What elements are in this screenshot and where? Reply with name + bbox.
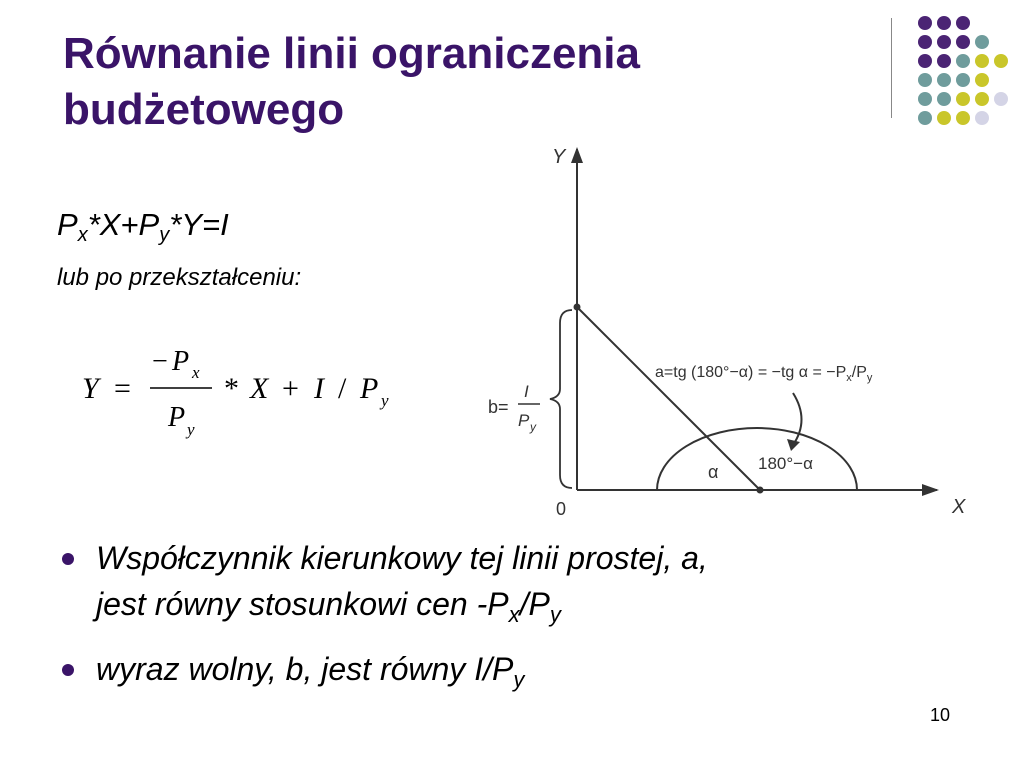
eq-equals: = (114, 372, 131, 405)
eq-x: X (250, 372, 269, 405)
b-denominator: P (518, 411, 530, 430)
slide-title (63, 26, 863, 138)
intercept-brace (550, 310, 572, 488)
formula-subscript: y (159, 224, 170, 246)
dot (918, 111, 932, 125)
dot (918, 35, 932, 49)
eq-i: I (314, 372, 324, 405)
page-number: 10 (930, 705, 951, 725)
bullet-subscript: y (513, 667, 525, 692)
supplementary-angle-label: 180°−α (758, 454, 813, 473)
dot (918, 16, 932, 30)
bullet-subscript: x (508, 602, 520, 627)
title-line-1: Równanie linii ograniczenia (63, 29, 640, 78)
eq-denominator-sub: y (187, 420, 195, 439)
eq-p-sub: y (381, 391, 389, 410)
dot (975, 92, 989, 106)
bullet-text: Współczynnik kierunkowy tej linii prostej, a, (96, 540, 708, 576)
angle-arc (657, 428, 857, 490)
title-line-2: budżetowego (63, 85, 345, 134)
slope-label-sub: x (846, 372, 852, 384)
eq-numerator-p: P (172, 346, 190, 377)
transformed-equation (80, 340, 420, 450)
dot (956, 111, 970, 125)
slope-label-sub: y (866, 372, 873, 384)
bullet-item-slope (60, 535, 960, 638)
dot (956, 16, 970, 30)
slope-label (655, 364, 873, 384)
eq-star: * (224, 372, 239, 405)
eq-numerator-sub: x (192, 363, 200, 382)
decorative-dot-grid (904, 10, 1014, 130)
pointer-arrowhead (787, 439, 800, 451)
dot (975, 54, 989, 68)
dot (975, 35, 989, 49)
dot (918, 54, 932, 68)
dot (975, 73, 989, 87)
b-label: b= (488, 397, 509, 417)
dot (937, 73, 951, 87)
budget-line-diagram (470, 135, 980, 525)
dot (937, 35, 951, 49)
eq-p: P (360, 372, 379, 405)
bullet-text: jest równy stosunkowi cen -P (96, 586, 509, 622)
dot (937, 111, 951, 125)
formula-part: *X+P (87, 207, 160, 242)
eq-plus: + (282, 372, 299, 405)
transformation-caption: lub po przekształceniu: (57, 264, 302, 291)
decorative-divider (891, 18, 892, 118)
dot (994, 54, 1008, 68)
budget-line-y-intercept (574, 304, 581, 311)
slope-label-part: /P (851, 364, 867, 381)
eq-lhs: Y (82, 372, 99, 405)
eq-minus: − (152, 346, 168, 377)
origin-label: 0 (556, 499, 567, 519)
y-axis-arrow (571, 147, 583, 163)
dot (956, 35, 970, 49)
dot (956, 54, 970, 68)
bullet-icon (62, 553, 74, 565)
b-denominator-sub: y (530, 420, 536, 434)
eq-slash: / (338, 372, 347, 405)
pointer-arrow (793, 393, 802, 445)
b-numerator: I (524, 382, 529, 401)
dot (956, 73, 970, 87)
formula-part: P (57, 207, 78, 242)
budget-line-x-intercept (757, 487, 764, 494)
bullet-list (60, 535, 960, 711)
bullet-text: wyraz wolny, b, jest równy I/P (96, 651, 514, 687)
dot (956, 92, 970, 106)
formula-subscript: x (77, 224, 88, 246)
dot (937, 16, 951, 30)
dot (918, 73, 932, 87)
dot (937, 54, 951, 68)
x-axis-arrow (922, 484, 939, 496)
dot (975, 111, 989, 125)
bullet-subscript: y (549, 602, 561, 627)
eq-denominator-p: P (168, 402, 186, 433)
dot (994, 92, 1008, 106)
y-axis-label: Y (552, 146, 566, 168)
x-axis-label: X (952, 496, 966, 518)
budget-equation (57, 205, 229, 255)
bullet-item-intercept (60, 646, 960, 703)
formula-part: *Y=I (169, 207, 229, 242)
alpha-label: α (708, 462, 719, 482)
slope-label-part: a=tg (180°−α) = −tg α = −P (655, 364, 847, 381)
dot (937, 92, 951, 106)
dot (918, 92, 932, 106)
bullet-icon (62, 664, 74, 676)
bullet-text: /P (519, 586, 550, 622)
